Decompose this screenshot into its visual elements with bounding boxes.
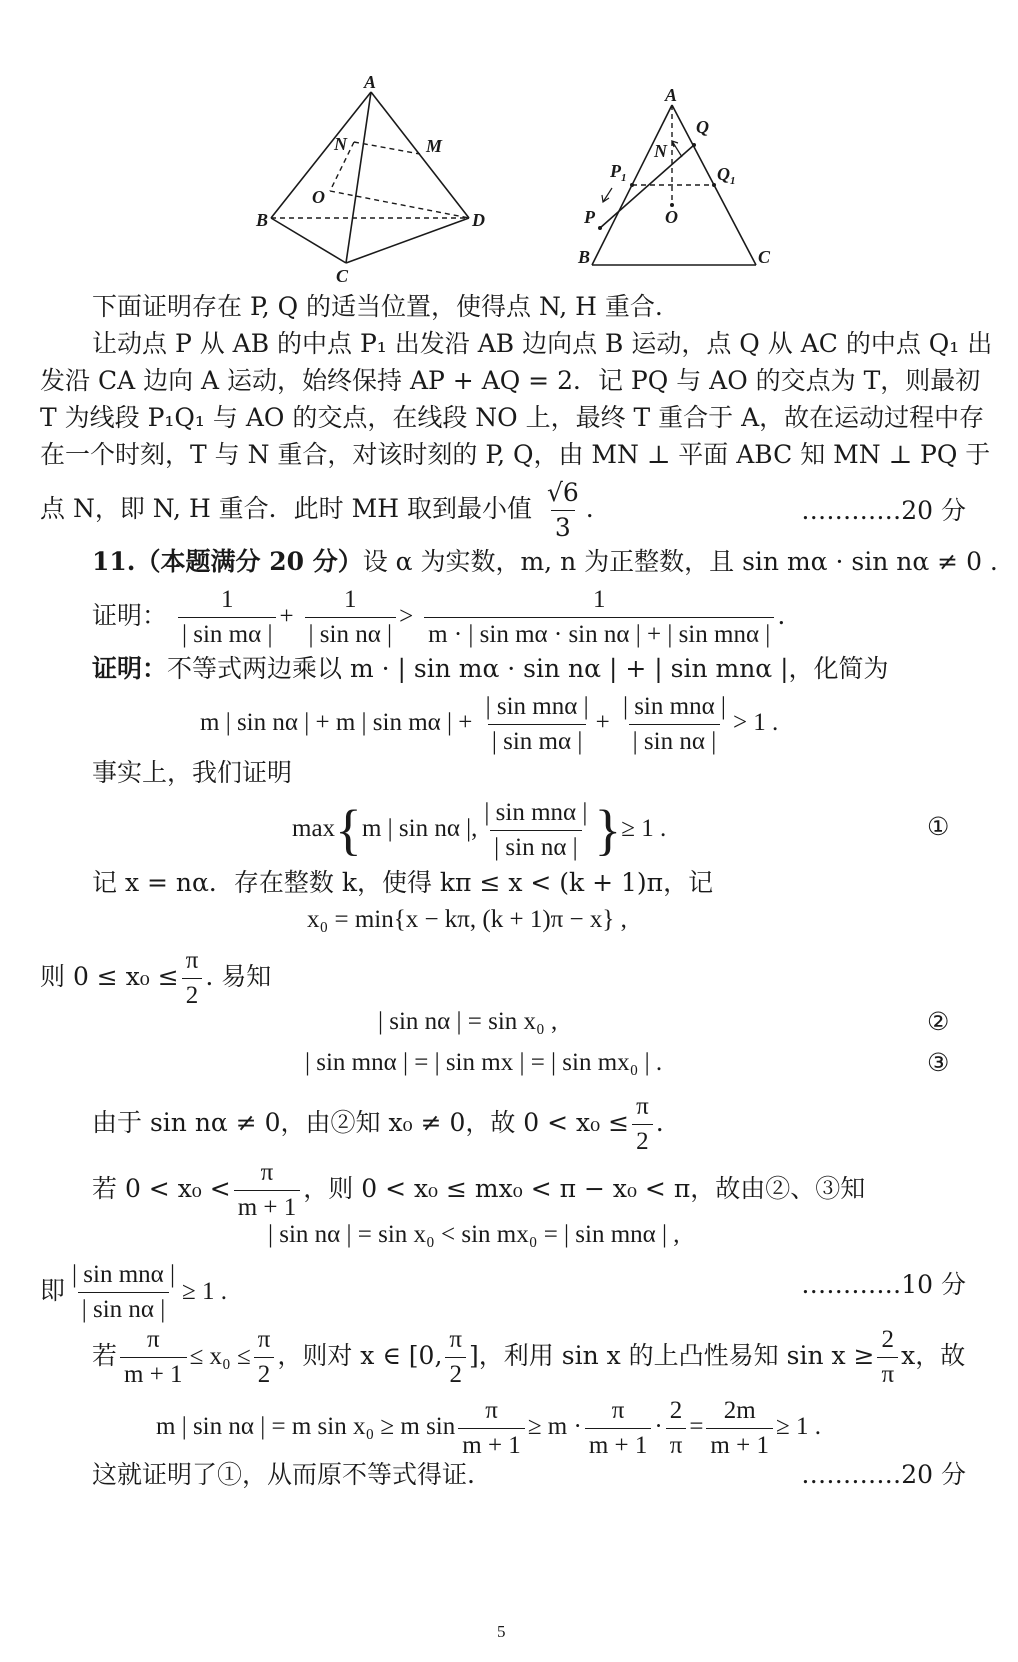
tetrahedron-figure <box>250 70 500 285</box>
equation-label-3: ③ <box>927 1048 950 1077</box>
equation-label-2: ② <box>927 1007 950 1036</box>
equation-2: | sin nα | = sin x₀ , <box>378 1008 558 1035</box>
equation-3: | sin mnα | = | sin mx | = | sin mx₀ | . <box>305 1049 663 1076</box>
since-line: 由于 sin nα ≠ 0，由②知 x₀ ≠ 0，故 0 < x₀ ≤ $\frac{\pi}{2}$ . <box>92 1093 664 1155</box>
fig-left-label-m: M <box>426 136 443 156</box>
fig-right-label-p1: $P_1$ <box>610 161 627 184</box>
define-x: 记 x = nα．存在整数 k，使得 kπ ≤ x < (k + 1)π，记 <box>92 868 714 897</box>
line-1: 下面证明存在 P, Q 的适当位置，使得点 N, H 重合. <box>92 292 663 321</box>
define-x0: x₀ = min{x − kπ, (k + 1)π − x} , <box>307 906 627 933</box>
line-6: 点 N，即 N, H 重合．此时 MH 取到最小值 $\frac{√6}{3}$ . <box>40 478 594 542</box>
proof-line-1: 证明：不等式两边乘以 m · | sin mα · sin nα | + | sin mnα |，化简为 <box>92 654 889 683</box>
fig-right-label-c: C <box>758 247 771 267</box>
triangle-figure <box>560 85 790 280</box>
x0-range: 则 0 ≤ x₀ ≤ $\frac{\pi}{2}$ . 易知 <box>40 947 272 1009</box>
fact-line: 事实上，我们证明 <box>92 758 293 787</box>
simplified-equation: m | sin nα | + m | sin mα | + $\frac{\text{| sin mnα |}}{\text{| sin mα |}}$ + $\frac{\text{| sin mnα |}}{\text{| sin nα |}}$ > 1 . <box>200 693 779 755</box>
page-number: 5 <box>497 1622 506 1641</box>
sqrt6-over-3: $\frac{√6}{3}$ <box>546 478 579 542</box>
fig-right-label-n: N <box>654 141 667 161</box>
max-inequality: max{m | sin nα |, $\frac{\text{| sin mnα |}}{\text{| sin nα |}}$ }≥ 1 . <box>292 799 667 862</box>
case-1-equation: | sin nα | = sin x₀ < sin mx₀ = | sin mnα | , <box>268 1221 680 1248</box>
fig-left-label-b: B <box>256 210 269 230</box>
line-6-text: 点 N，即 N, H 重合．此时 MH 取到最小值 <box>40 494 532 523</box>
fig-right-label-q: Q <box>696 117 709 137</box>
line-2: 让动点 P 从 AB 的中点 P₁ 出发沿 AB 边向点 B 运动，点 Q 从 AC 的中点 Q₁ 出 <box>92 329 993 358</box>
inequality-statement: 证明： $\frac{1}{\text{| sin mα |}}$ + $\frac{1}{\text{| sin nα |}}$ > $\frac{1}{\text{m · | sin mα · sin nα | + | sin mnα |}}$ . <box>92 586 786 648</box>
fig-right-label-p: P <box>584 207 595 227</box>
score-20-b: …………20 分 <box>801 1460 966 1489</box>
line-3: 发沿 CA 边向 A 运动，始终保持 AP + AQ = 2．记 PQ 与 AO 的交点为 T，则最初 <box>40 366 981 395</box>
fig-left-label-c: C <box>336 266 349 285</box>
fig-left-label-o: O <box>312 187 325 207</box>
fig-right-label-q1: $Q_1$ <box>717 164 736 187</box>
final-chain: m | sin nα | = m sin x₀ ≥ m sin $\frac{\pi}{m + 1}$ ≥ m · $\frac{\pi}{m + 1}$ · $\frac{2}{\pi}$ = $\frac{2m}{m + 1}$ ≥ 1 . <box>156 1397 821 1459</box>
score-10: …………10 分 <box>801 1270 966 1299</box>
fig-left-label-n: N <box>334 134 347 154</box>
q11-header: 11.（本题满分 20 分）设 α 为实数，m, n 为正整数，且 sin mα · sin nα ≠ 0 . <box>92 547 998 576</box>
fig-right-label-b: B <box>578 247 591 267</box>
score-20-a: …………20 分 <box>801 496 966 525</box>
conclusion: 这就证明了①，从而原不等式得证. <box>92 1460 475 1489</box>
case-1-line: 若 0 < x₀ < $\frac{\pi}{m + 1}$ ，则 0 < x₀ ≤ mx₀ < π − x₀ < π，故由②、③知 <box>92 1159 866 1221</box>
line-4: T 为线段 P₁Q₁ 与 AO 的交点，在线段 NO 上，最终 T 重合于 A，故在运动过程中存 <box>40 403 985 432</box>
case-2-line: 若 $\frac{\pi}{m + 1}$ ≤ x₀ ≤ $\frac{\pi}{2}$ ，则对 x ∈ [0, $\frac{\pi}{2}$ ]，利用 sin x 的上凸性易知 sin x ≥ $\frac{2}{\pi}$ x，故 <box>92 1326 966 1388</box>
fig-left-label-a: A <box>364 72 377 92</box>
fig-right-label-a: A <box>665 85 678 105</box>
equation-label-1: ① <box>927 812 950 841</box>
fig-left-label-d: D <box>472 210 485 230</box>
fig-right-label-o: O <box>665 207 678 227</box>
ie-line: 即 $\frac{\text{| sin mnα |}}{\text{| sin nα |}}$ ≥ 1 . <box>40 1261 227 1323</box>
line-5: 在一个时刻，T 与 N 重合，对该时刻的 P, Q，由 MN ⊥ 平面 ABC 知 MN ⊥ PQ 于 <box>40 440 991 469</box>
